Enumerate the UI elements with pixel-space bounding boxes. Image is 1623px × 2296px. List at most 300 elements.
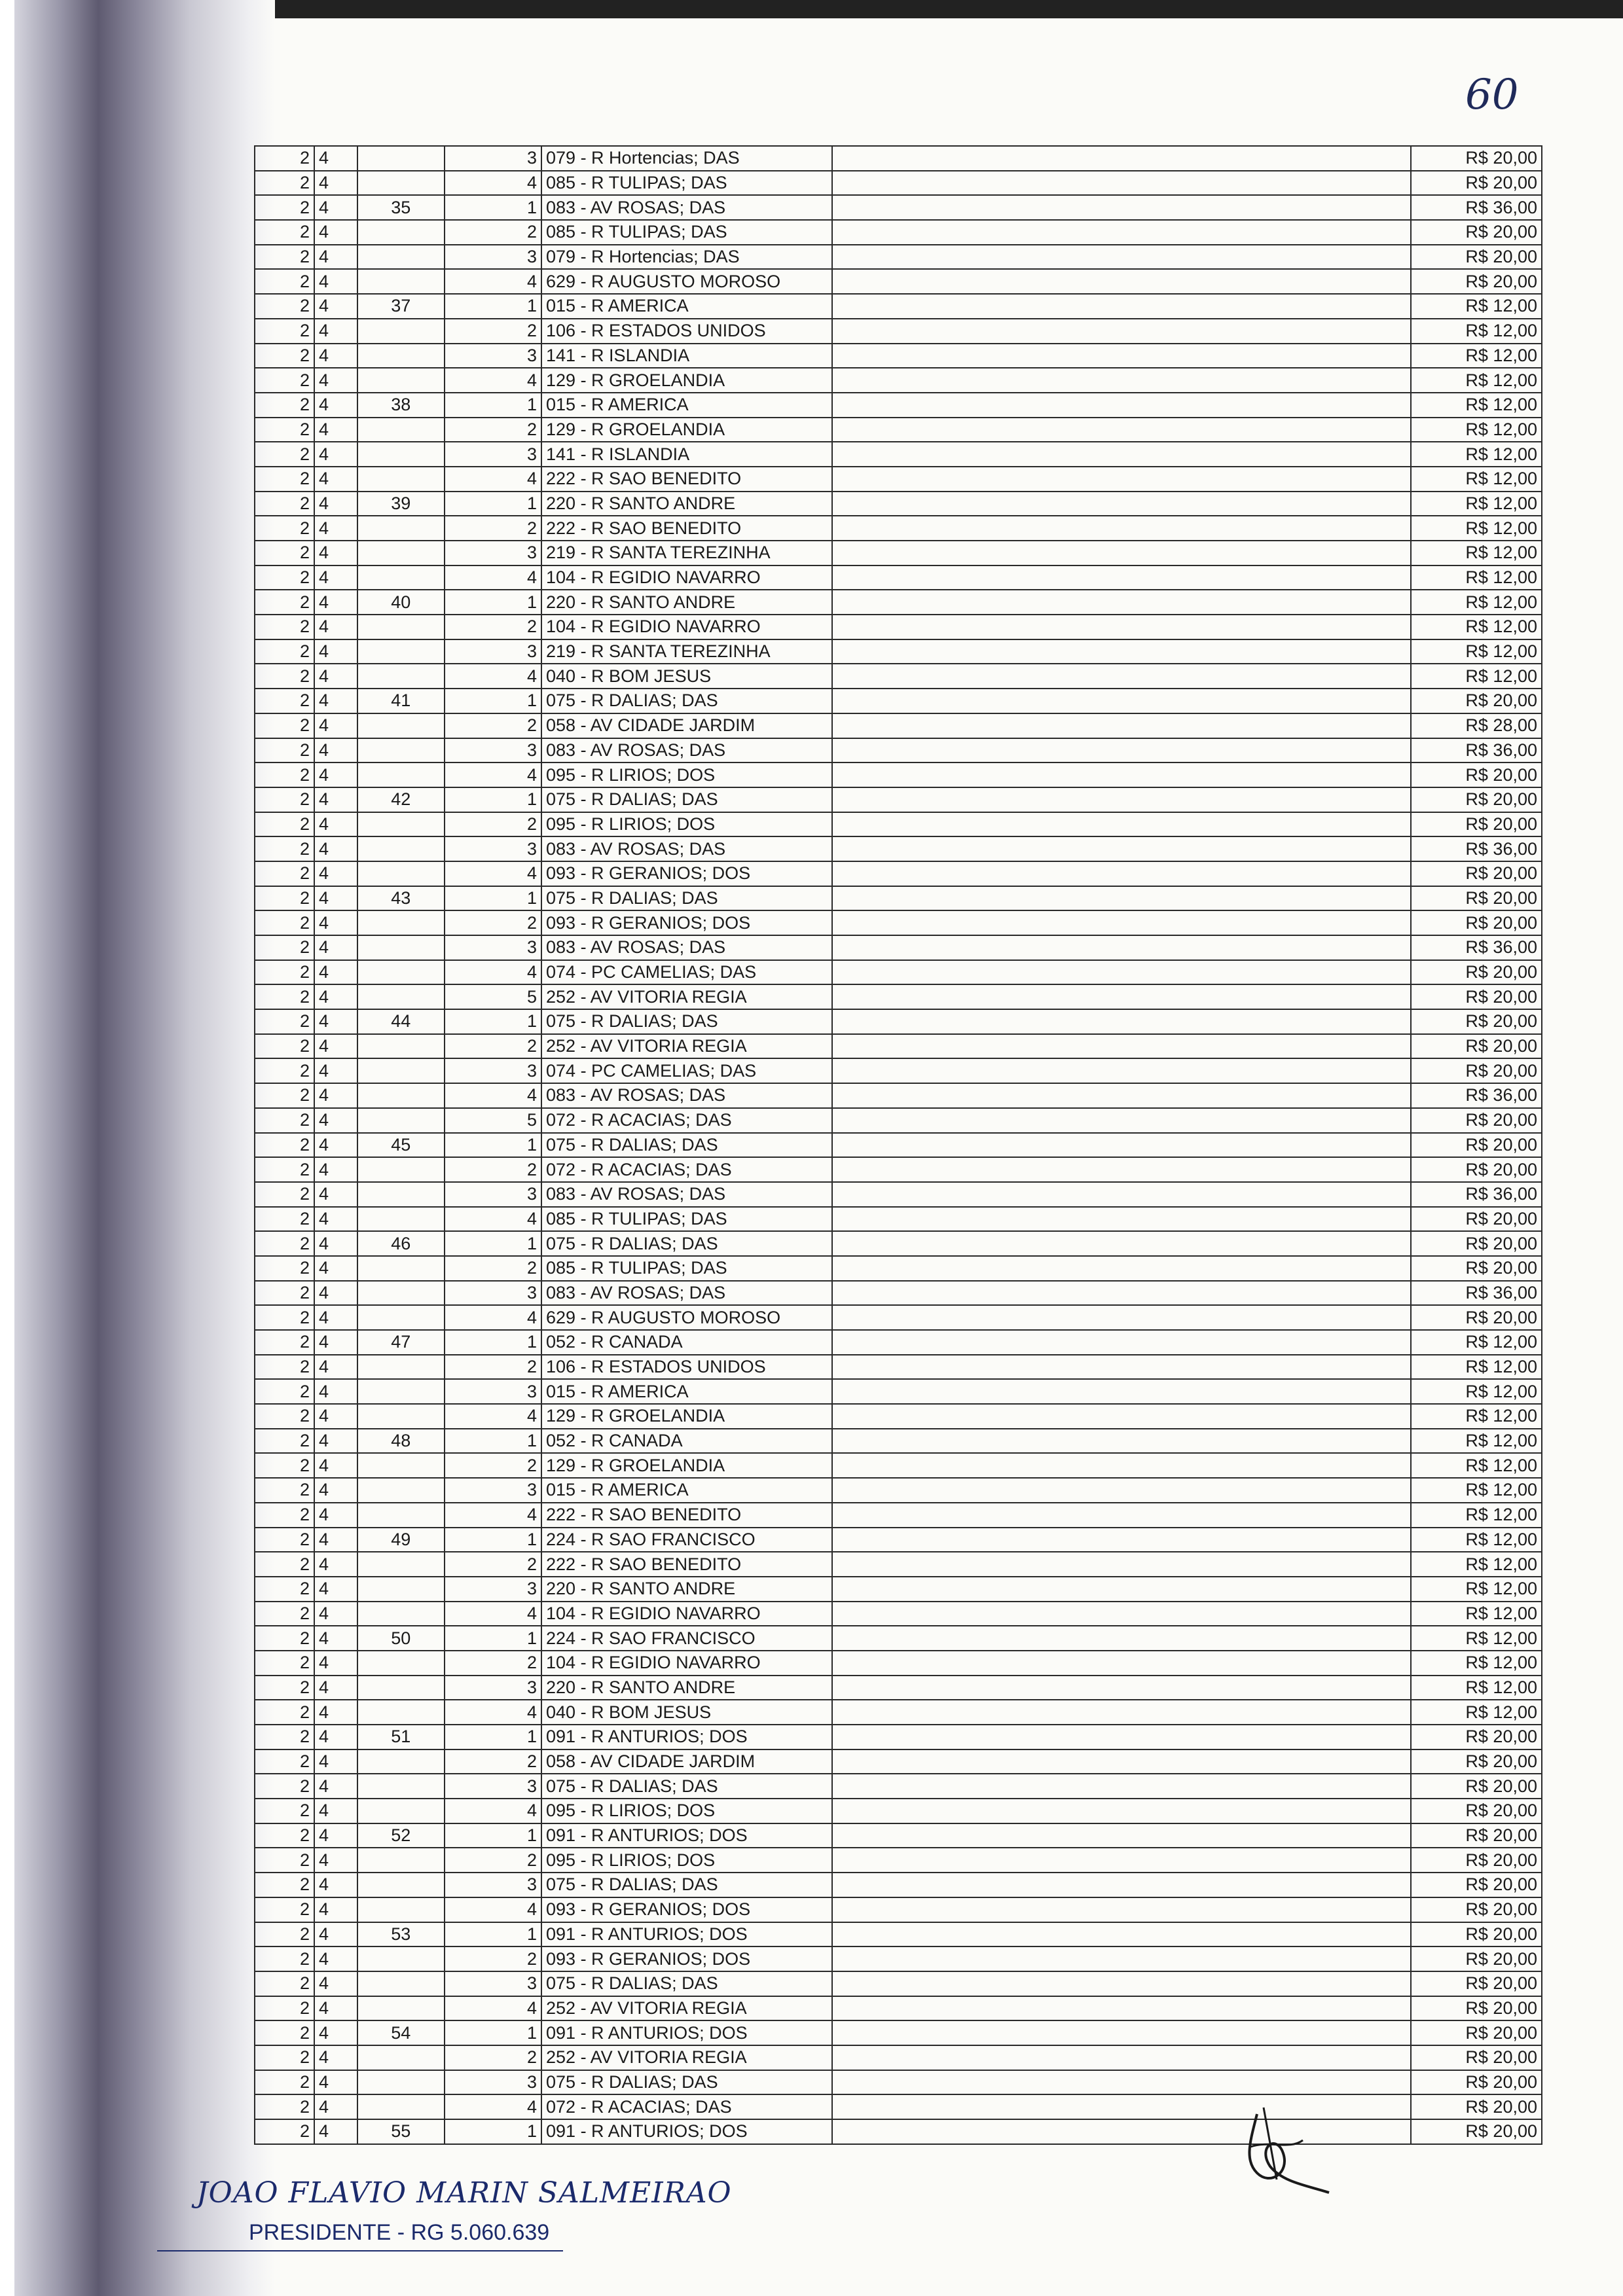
col-zone: 4 bbox=[314, 1676, 357, 1700]
col-value: R$ 12,00 bbox=[1411, 294, 1542, 319]
table-row bbox=[255, 2094, 1542, 2119]
col-street: 222 - R SAO BENEDITO bbox=[541, 1503, 832, 1528]
table-row bbox=[255, 1946, 1542, 1971]
col-block bbox=[357, 639, 445, 664]
col-block: 41 bbox=[357, 689, 445, 713]
col-value: R$ 20,00 bbox=[1411, 1848, 1542, 1873]
col-item: 2 bbox=[445, 615, 541, 639]
table-row bbox=[255, 516, 1542, 541]
col-sector: 2 bbox=[255, 1602, 314, 1626]
col-block bbox=[357, 2094, 445, 2119]
col-value: R$ 12,00 bbox=[1411, 541, 1542, 565]
col-block bbox=[357, 960, 445, 985]
col-blank bbox=[832, 664, 1411, 689]
col-blank bbox=[832, 689, 1411, 713]
col-block bbox=[357, 1774, 445, 1799]
col-zone: 4 bbox=[314, 171, 357, 196]
col-value: R$ 20,00 bbox=[1411, 1108, 1542, 1133]
col-sector: 2 bbox=[255, 245, 314, 270]
col-sector: 2 bbox=[255, 689, 314, 713]
col-item: 3 bbox=[445, 1478, 541, 1503]
col-street: 085 - R TULIPAS; DAS bbox=[541, 220, 832, 245]
col-street: 083 - AV ROSAS; DAS bbox=[541, 1281, 832, 1306]
col-blank bbox=[832, 467, 1411, 492]
col-value: R$ 20,00 bbox=[1411, 1256, 1542, 1281]
table-row bbox=[255, 1897, 1542, 1922]
col-value: R$ 12,00 bbox=[1411, 1602, 1542, 1626]
col-item: 3 bbox=[445, 1873, 541, 1897]
table-row bbox=[255, 1848, 1542, 1873]
col-block bbox=[357, 319, 445, 344]
col-blank bbox=[832, 565, 1411, 590]
col-sector: 2 bbox=[255, 1503, 314, 1528]
col-item: 3 bbox=[445, 836, 541, 861]
col-zone: 4 bbox=[314, 195, 357, 220]
table-row bbox=[255, 1528, 1542, 1552]
col-street: 252 - AV VITORIA REGIA bbox=[541, 1034, 832, 1059]
col-street: 129 - R GROELANDIA bbox=[541, 368, 832, 393]
col-blank bbox=[832, 1133, 1411, 1158]
col-block bbox=[357, 713, 445, 738]
col-block bbox=[357, 1848, 445, 1873]
col-item: 1 bbox=[445, 393, 541, 418]
col-sector: 2 bbox=[255, 615, 314, 639]
col-street: 629 - R AUGUSTO MOROSO bbox=[541, 1305, 832, 1330]
col-blank bbox=[832, 541, 1411, 565]
col-value: R$ 12,00 bbox=[1411, 1429, 1542, 1454]
col-value: R$ 12,00 bbox=[1411, 639, 1542, 664]
col-sector: 2 bbox=[255, 960, 314, 985]
col-value: R$ 12,00 bbox=[1411, 319, 1542, 344]
table-row bbox=[255, 1034, 1542, 1059]
col-blank bbox=[832, 1478, 1411, 1503]
col-zone: 4 bbox=[314, 1552, 357, 1577]
col-item: 3 bbox=[445, 1058, 541, 1083]
col-sector: 2 bbox=[255, 1799, 314, 1823]
col-item: 1 bbox=[445, 590, 541, 615]
col-item: 1 bbox=[445, 492, 541, 516]
col-value: R$ 20,00 bbox=[1411, 1823, 1542, 1848]
col-street: 015 - R AMERICA bbox=[541, 1379, 832, 1404]
col-sector: 2 bbox=[255, 910, 314, 935]
col-sector: 2 bbox=[255, 1848, 314, 1873]
col-blank bbox=[832, 960, 1411, 985]
table-row bbox=[255, 1478, 1542, 1503]
col-sector: 2 bbox=[255, 220, 314, 245]
col-value: R$ 36,00 bbox=[1411, 1281, 1542, 1306]
col-value: R$ 12,00 bbox=[1411, 1355, 1542, 1380]
col-zone: 4 bbox=[314, 1157, 357, 1182]
col-item: 1 bbox=[445, 1429, 541, 1454]
col-block bbox=[357, 171, 445, 196]
col-value: R$ 20,00 bbox=[1411, 2045, 1542, 2070]
col-value: R$ 20,00 bbox=[1411, 146, 1542, 171]
table-row bbox=[255, 269, 1542, 294]
table-row bbox=[255, 639, 1542, 664]
col-street: 093 - R GERANIOS; DOS bbox=[541, 861, 832, 886]
col-block bbox=[357, 1946, 445, 1971]
col-block bbox=[357, 1083, 445, 1108]
col-street: 252 - AV VITORIA REGIA bbox=[541, 2045, 832, 2070]
col-block bbox=[357, 1034, 445, 1059]
col-sector: 2 bbox=[255, 861, 314, 886]
col-sector: 2 bbox=[255, 1231, 314, 1256]
col-zone: 4 bbox=[314, 615, 357, 639]
street-fee-table bbox=[254, 145, 1542, 2145]
col-value: R$ 12,00 bbox=[1411, 418, 1542, 442]
col-value: R$ 12,00 bbox=[1411, 1503, 1542, 1528]
col-blank bbox=[832, 1725, 1411, 1749]
col-zone: 4 bbox=[314, 664, 357, 689]
col-sector: 2 bbox=[255, 541, 314, 565]
col-blank bbox=[832, 1528, 1411, 1552]
col-blank bbox=[832, 2045, 1411, 2070]
col-street: 106 - R ESTADOS UNIDOS bbox=[541, 1355, 832, 1380]
table-row bbox=[255, 195, 1542, 220]
col-blank bbox=[832, 294, 1411, 319]
col-street: 095 - R LIRIOS; DOS bbox=[541, 762, 832, 787]
col-blank bbox=[832, 171, 1411, 196]
col-zone: 4 bbox=[314, 1946, 357, 1971]
col-blank bbox=[832, 1799, 1411, 1823]
col-value: R$ 20,00 bbox=[1411, 1305, 1542, 1330]
table-row bbox=[255, 1108, 1542, 1133]
col-item: 3 bbox=[445, 1281, 541, 1306]
col-blank bbox=[832, 935, 1411, 960]
col-item: 1 bbox=[445, 1626, 541, 1651]
col-zone: 4 bbox=[314, 861, 357, 886]
col-block: 43 bbox=[357, 886, 445, 911]
table-row bbox=[255, 1971, 1542, 1996]
table-row bbox=[255, 1305, 1542, 1330]
col-value: R$ 12,00 bbox=[1411, 1651, 1542, 1676]
col-zone: 4 bbox=[314, 565, 357, 590]
col-zone: 4 bbox=[314, 1478, 357, 1503]
col-block: 42 bbox=[357, 787, 445, 812]
col-block bbox=[357, 1651, 445, 1676]
col-blank bbox=[832, 1749, 1411, 1774]
col-street: 079 - R Hortencias; DAS bbox=[541, 146, 832, 171]
col-item: 3 bbox=[445, 442, 541, 467]
col-sector: 2 bbox=[255, 269, 314, 294]
col-zone: 4 bbox=[314, 1453, 357, 1478]
col-sector: 2 bbox=[255, 1182, 314, 1207]
col-sector: 2 bbox=[255, 1429, 314, 1454]
col-value: R$ 36,00 bbox=[1411, 836, 1542, 861]
col-zone: 4 bbox=[314, 1108, 357, 1133]
col-sector: 2 bbox=[255, 935, 314, 960]
col-blank bbox=[832, 1922, 1411, 1947]
col-zone: 4 bbox=[314, 1774, 357, 1799]
col-street: 075 - R DALIAS; DAS bbox=[541, 2070, 832, 2095]
col-blank bbox=[832, 1355, 1411, 1380]
col-blank bbox=[832, 319, 1411, 344]
col-item: 4 bbox=[445, 861, 541, 886]
col-sector: 2 bbox=[255, 1256, 314, 1281]
col-item: 1 bbox=[445, 1009, 541, 1034]
col-sector: 2 bbox=[255, 344, 314, 368]
table-row bbox=[255, 1725, 1542, 1749]
col-value: R$ 12,00 bbox=[1411, 1330, 1542, 1355]
col-value: R$ 20,00 bbox=[1411, 689, 1542, 713]
table-row bbox=[255, 146, 1542, 171]
col-value: R$ 20,00 bbox=[1411, 787, 1542, 812]
col-blank bbox=[832, 1231, 1411, 1256]
col-street: 072 - R ACACIAS; DAS bbox=[541, 2094, 832, 2119]
col-sector: 2 bbox=[255, 738, 314, 763]
col-sector: 2 bbox=[255, 516, 314, 541]
table-row bbox=[255, 1651, 1542, 1676]
col-zone: 4 bbox=[314, 1651, 357, 1676]
col-zone: 4 bbox=[314, 1799, 357, 1823]
table-row bbox=[255, 1355, 1542, 1380]
table-row bbox=[255, 836, 1542, 861]
col-blank bbox=[832, 1058, 1411, 1083]
col-value: R$ 20,00 bbox=[1411, 1009, 1542, 1034]
col-sector: 2 bbox=[255, 787, 314, 812]
col-item: 1 bbox=[445, 1528, 541, 1552]
col-sector: 2 bbox=[255, 1157, 314, 1182]
col-value: R$ 12,00 bbox=[1411, 442, 1542, 467]
col-zone: 4 bbox=[314, 1897, 357, 1922]
col-value: R$ 28,00 bbox=[1411, 713, 1542, 738]
col-item: 2 bbox=[445, 1749, 541, 1774]
col-block: 39 bbox=[357, 492, 445, 516]
col-zone: 4 bbox=[314, 1873, 357, 1897]
col-street: 083 - AV ROSAS; DAS bbox=[541, 935, 832, 960]
col-value: R$ 12,00 bbox=[1411, 1404, 1542, 1429]
col-item: 1 bbox=[445, 1922, 541, 1947]
col-value: R$ 20,00 bbox=[1411, 2119, 1542, 2144]
col-value: R$ 12,00 bbox=[1411, 1577, 1542, 1602]
col-blank bbox=[832, 1281, 1411, 1306]
col-block bbox=[357, 1281, 445, 1306]
col-sector: 2 bbox=[255, 1552, 314, 1577]
col-street: 095 - R LIRIOS; DOS bbox=[541, 1799, 832, 1823]
col-sector: 2 bbox=[255, 1873, 314, 1897]
col-street: 074 - PC CAMELIAS; DAS bbox=[541, 1058, 832, 1083]
col-zone: 4 bbox=[314, 2094, 357, 2119]
col-street: 091 - R ANTURIOS; DOS bbox=[541, 1823, 832, 1848]
col-block bbox=[357, 467, 445, 492]
col-street: 015 - R AMERICA bbox=[541, 294, 832, 319]
table-row bbox=[255, 935, 1542, 960]
col-blank bbox=[832, 1823, 1411, 1848]
col-value: R$ 12,00 bbox=[1411, 1528, 1542, 1552]
col-value: R$ 36,00 bbox=[1411, 1182, 1542, 1207]
table-row bbox=[255, 960, 1542, 985]
col-sector: 2 bbox=[255, 1108, 314, 1133]
col-value: R$ 12,00 bbox=[1411, 368, 1542, 393]
col-zone: 4 bbox=[314, 689, 357, 713]
table-row bbox=[255, 861, 1542, 886]
col-block bbox=[357, 861, 445, 886]
col-street: 095 - R LIRIOS; DOS bbox=[541, 812, 832, 837]
col-zone: 4 bbox=[314, 1848, 357, 1873]
col-street: 052 - R CANADA bbox=[541, 1429, 832, 1454]
col-street: 015 - R AMERICA bbox=[541, 1478, 832, 1503]
col-block bbox=[357, 1749, 445, 1774]
col-zone: 4 bbox=[314, 393, 357, 418]
col-sector: 2 bbox=[255, 664, 314, 689]
table-row bbox=[255, 2070, 1542, 2095]
table-row bbox=[255, 689, 1542, 713]
table-row bbox=[255, 1700, 1542, 1725]
col-block: 52 bbox=[357, 1823, 445, 1848]
table-row bbox=[255, 467, 1542, 492]
col-item: 4 bbox=[445, 467, 541, 492]
col-sector: 2 bbox=[255, 195, 314, 220]
col-sector: 2 bbox=[255, 1996, 314, 2021]
col-zone: 4 bbox=[314, 1379, 357, 1404]
col-block bbox=[357, 1552, 445, 1577]
col-value: R$ 36,00 bbox=[1411, 935, 1542, 960]
col-blank bbox=[832, 1207, 1411, 1232]
col-value: R$ 12,00 bbox=[1411, 590, 1542, 615]
col-street: 075 - R DALIAS; DAS bbox=[541, 1009, 832, 1034]
col-sector: 2 bbox=[255, 146, 314, 171]
col-block bbox=[357, 1108, 445, 1133]
table-row bbox=[255, 1503, 1542, 1528]
col-block bbox=[357, 812, 445, 837]
table-row bbox=[255, 1256, 1542, 1281]
col-blank bbox=[832, 1108, 1411, 1133]
col-blank bbox=[832, 1330, 1411, 1355]
col-blank bbox=[832, 1157, 1411, 1182]
col-blank bbox=[832, 762, 1411, 787]
col-zone: 4 bbox=[314, 738, 357, 763]
table-row bbox=[255, 1922, 1542, 1947]
col-blank bbox=[832, 1404, 1411, 1429]
col-sector: 2 bbox=[255, 442, 314, 467]
col-value: R$ 36,00 bbox=[1411, 1083, 1542, 1108]
col-value: R$ 20,00 bbox=[1411, 245, 1542, 270]
col-block bbox=[357, 984, 445, 1009]
col-blank bbox=[832, 812, 1411, 837]
col-blank bbox=[832, 516, 1411, 541]
col-item: 3 bbox=[445, 1971, 541, 1996]
col-item: 2 bbox=[445, 1552, 541, 1577]
col-sector: 2 bbox=[255, 319, 314, 344]
col-street: 106 - R ESTADOS UNIDOS bbox=[541, 319, 832, 344]
stamp-role: PRESIDENTE - RG 5.060.639 bbox=[249, 2220, 550, 2245]
col-value: R$ 20,00 bbox=[1411, 910, 1542, 935]
col-block bbox=[357, 762, 445, 787]
col-value: R$ 20,00 bbox=[1411, 1058, 1542, 1083]
col-item: 4 bbox=[445, 1404, 541, 1429]
col-sector: 2 bbox=[255, 1528, 314, 1552]
col-sector: 2 bbox=[255, 2070, 314, 2095]
col-item: 1 bbox=[445, 195, 541, 220]
col-street: 104 - R EGIDIO NAVARRO bbox=[541, 565, 832, 590]
col-street: 220 - R SANTO ANDRE bbox=[541, 590, 832, 615]
col-value: R$ 12,00 bbox=[1411, 467, 1542, 492]
col-value: R$ 20,00 bbox=[1411, 1034, 1542, 1059]
col-item: 3 bbox=[445, 738, 541, 763]
col-sector: 2 bbox=[255, 713, 314, 738]
col-blank bbox=[832, 910, 1411, 935]
col-zone: 4 bbox=[314, 1256, 357, 1281]
col-item: 4 bbox=[445, 1996, 541, 2021]
table-row bbox=[255, 442, 1542, 467]
col-item: 4 bbox=[445, 664, 541, 689]
col-zone: 4 bbox=[314, 2070, 357, 2095]
col-item: 2 bbox=[445, 1355, 541, 1380]
table-row bbox=[255, 171, 1542, 196]
col-value: R$ 20,00 bbox=[1411, 1971, 1542, 1996]
col-street: 093 - R GERANIOS; DOS bbox=[541, 1946, 832, 1971]
col-sector: 2 bbox=[255, 1355, 314, 1380]
col-blank bbox=[832, 787, 1411, 812]
col-zone: 4 bbox=[314, 269, 357, 294]
col-zone: 4 bbox=[314, 220, 357, 245]
col-value: R$ 20,00 bbox=[1411, 1799, 1542, 1823]
table-row bbox=[255, 2119, 1542, 2144]
col-zone: 4 bbox=[314, 516, 357, 541]
col-blank bbox=[832, 1971, 1411, 1996]
col-item: 4 bbox=[445, 1799, 541, 1823]
table-row bbox=[255, 1552, 1542, 1577]
col-zone: 4 bbox=[314, 467, 357, 492]
col-sector: 2 bbox=[255, 1083, 314, 1108]
col-sector: 2 bbox=[255, 418, 314, 442]
col-sector: 2 bbox=[255, 1676, 314, 1700]
col-block bbox=[357, 1355, 445, 1380]
col-block: 35 bbox=[357, 195, 445, 220]
table-row bbox=[255, 418, 1542, 442]
col-street: 052 - R CANADA bbox=[541, 1330, 832, 1355]
col-street: 224 - R SAO FRANCISCO bbox=[541, 1528, 832, 1552]
col-zone: 4 bbox=[314, 344, 357, 368]
col-street: 093 - R GERANIOS; DOS bbox=[541, 1897, 832, 1922]
col-blank bbox=[832, 220, 1411, 245]
col-block bbox=[357, 1453, 445, 1478]
col-block: 55 bbox=[357, 2119, 445, 2144]
table-row bbox=[255, 1207, 1542, 1232]
col-block bbox=[357, 220, 445, 245]
col-block: 48 bbox=[357, 1429, 445, 1454]
col-value: R$ 36,00 bbox=[1411, 195, 1542, 220]
col-street: 629 - R AUGUSTO MOROSO bbox=[541, 269, 832, 294]
col-block bbox=[357, 1799, 445, 1823]
col-block: 53 bbox=[357, 1922, 445, 1947]
stamp-underline bbox=[157, 2250, 563, 2251]
col-zone: 4 bbox=[314, 418, 357, 442]
col-zone: 4 bbox=[314, 1182, 357, 1207]
col-blank bbox=[832, 1182, 1411, 1207]
col-blank bbox=[832, 590, 1411, 615]
col-value: R$ 20,00 bbox=[1411, 269, 1542, 294]
col-block bbox=[357, 2045, 445, 2070]
col-block bbox=[357, 565, 445, 590]
col-item: 1 bbox=[445, 1823, 541, 1848]
table-row bbox=[255, 1429, 1542, 1454]
col-item: 3 bbox=[445, 1577, 541, 1602]
col-item: 1 bbox=[445, 294, 541, 319]
col-sector: 2 bbox=[255, 1058, 314, 1083]
col-block: 45 bbox=[357, 1133, 445, 1158]
col-value: R$ 20,00 bbox=[1411, 2070, 1542, 2095]
col-sector: 2 bbox=[255, 492, 314, 516]
col-item: 2 bbox=[445, 516, 541, 541]
col-value: R$ 12,00 bbox=[1411, 1478, 1542, 1503]
col-street: 083 - AV ROSAS; DAS bbox=[541, 738, 832, 763]
col-blank bbox=[832, 1996, 1411, 2021]
col-sector: 2 bbox=[255, 1897, 314, 1922]
col-zone: 4 bbox=[314, 910, 357, 935]
col-block bbox=[357, 368, 445, 393]
col-block: 37 bbox=[357, 294, 445, 319]
